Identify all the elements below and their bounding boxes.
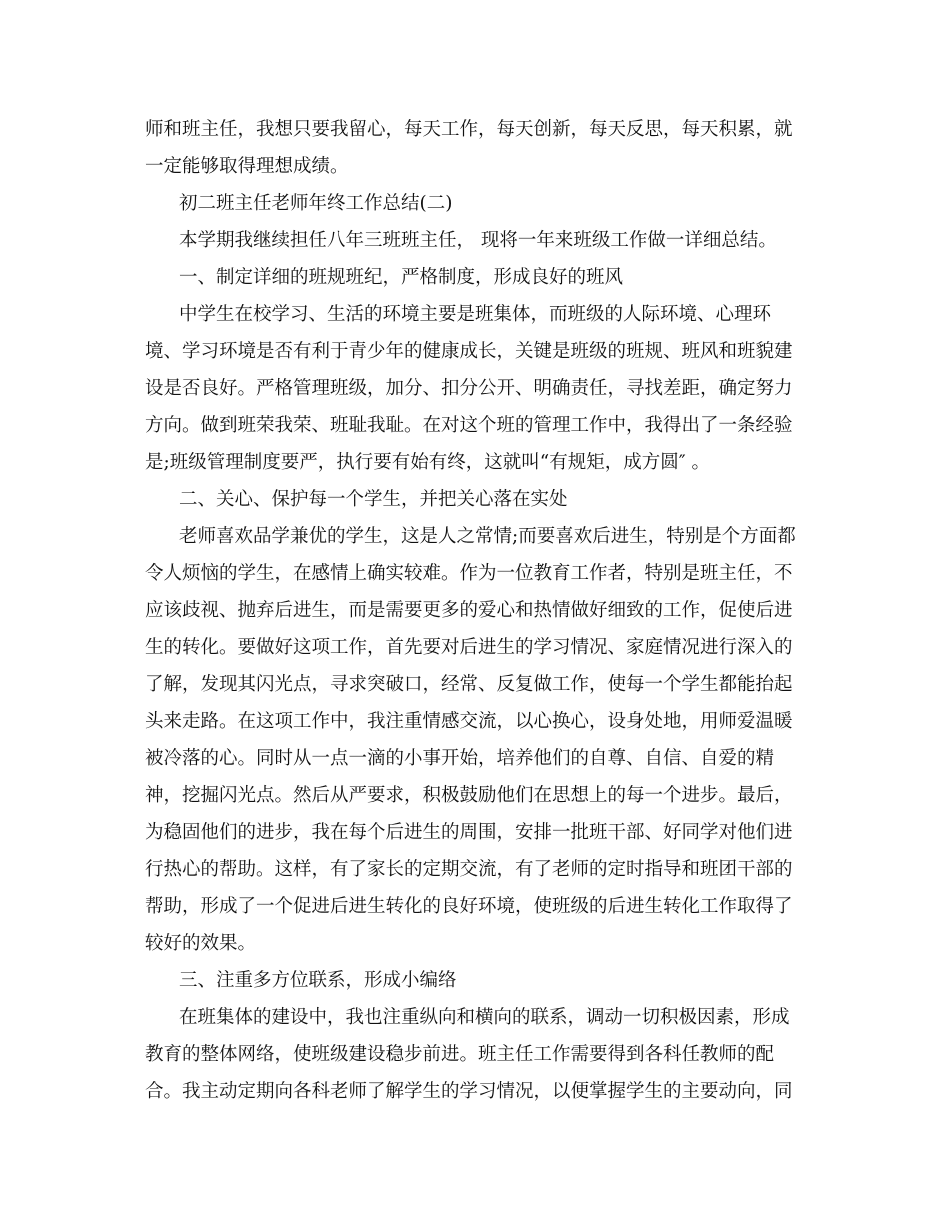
text-line: 生的转化。要做好这项工作，首先要对后进生的学习情况、家庭情况进行深入的 (145, 637, 793, 658)
text-line: 了解，发现其闪光点，寻求突破口，经常、反复做工作，使每一个学生都能抬起 (145, 674, 793, 695)
text-line: 师和班主任，我想只要我留心，每天工作，每天创新，每天反思，每天积累，就 (145, 119, 793, 140)
text-line: 头来走路。在这项工作中，我注重情感交流，以心换心，设身处地，用师爱温暖 (145, 711, 793, 732)
section-title: 初二班主任老师年终工作总结(二) (179, 193, 453, 214)
text-line: 设是否良好。严格管理班级，加分、扣分公开、明确责任，寻找差距，确定努力 (145, 378, 793, 399)
text-line: 较好的效果。 (145, 933, 257, 954)
text-line: 行热心的帮助。这样，有了家长的定期交流，有了老师的定时指导和班团干部的 (145, 859, 793, 880)
text-line: 为稳固他们的进步，我在每个后进生的周围，安排一批班干部、好同学对他们进 (145, 822, 793, 843)
text-line: 本学期我继续担任八年三班班主任， 现将一年来班级工作做一详细总结。 (179, 230, 777, 251)
text-line: 一定能够取得理想成绩。 (145, 156, 349, 177)
text-line: 是;班级管理制度要严，执行要有始有终，这就叫“有规矩，成方圆″ 。 (145, 452, 710, 473)
section-heading: 一、制定详细的班规班纪，严格制度，形成良好的班风 (179, 267, 624, 288)
text-line: 境、学习环境是否有利于青少年的健康成长，关键是班级的班规、班风和班貌建 (145, 341, 793, 362)
text-line: 神，挖掘闪光点。然后从严要求，积极鼓励他们在思想上的每一个进步。最后， (145, 785, 793, 806)
text-line: 令人烦恼的学生，在感情上确实较难。作为一位教育工作者，特别是班主任，不 (145, 563, 793, 584)
text-line: 中学生在校学习、生活的环境主要是班集体，而班级的人际环境、心理环 (179, 304, 772, 325)
text-line: 教育的整体网络，使班级建设稳步前进。班主任工作需要得到各科任教师的配 (145, 1044, 775, 1065)
text-line: 老师喜欢品学兼优的学生，这是人之常情;而要喜欢后进生，特别是个方面都 (179, 526, 796, 547)
section-heading: 三、注重多方位联系，形成小编络 (179, 970, 457, 991)
text-line: 方向。做到班荣我荣、班耻我耻。在对这个班的管理工作中，我得出了一条经验 (145, 415, 793, 436)
text-line: 应该歧视、抛弃后进生，而是需要更多的爱心和热情做好细致的工作，促使后进 (145, 600, 793, 621)
text-line: 在班集体的建设中，我也注重纵向和横向的联系，调动一切积极因素，形成 (179, 1007, 790, 1028)
text-line: 被冷落的心。同时从一点一滴的小事开始，培养他们的自尊、自信、自爱的精 (145, 748, 775, 769)
text-line: 帮助，形成了一个促进后进生转化的良好环境，使班级的后进生转化工作取得了 (145, 896, 793, 917)
text-line: 合。我主动定期向各科老师了解学生的学习情况，以便掌握学生的主要动向，同 (145, 1081, 793, 1102)
section-heading: 二、关心、保护每一个学生，并把关心落在实处 (179, 489, 568, 510)
